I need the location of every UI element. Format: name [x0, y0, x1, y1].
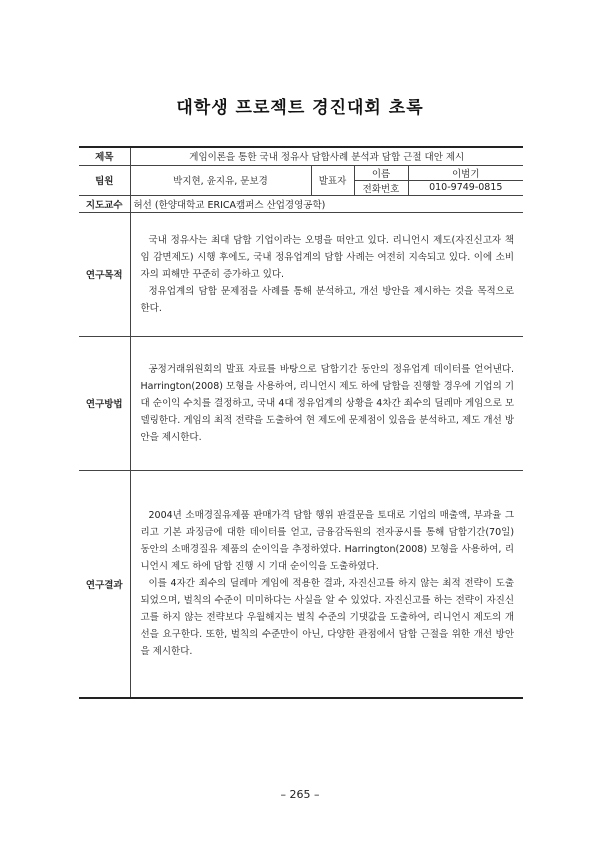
presenter-label: 발표자 — [311, 165, 354, 195]
page-number: – 265 – — [280, 788, 320, 801]
method-row — [79, 336, 523, 470]
purpose-label: 연구목적 — [79, 212, 130, 336]
purpose-cell — [130, 212, 523, 336]
phone-value: 010-9749-0815 — [408, 180, 523, 195]
advisor-value: 허선 (한양대학교 ERICA캠퍼스 산업경영공학) — [130, 195, 523, 212]
result-paragraph-1: 2004년 소매경질유제품 판매가격 담합 행위 판결문을 토대로 기업의 매출액, 부과율 그리고 기본 과징금에 대한 데이터를 얻고, 금융감독원의 전자공시를 통해 담합기간(70일) 동안의 소매경질유 제품의 순이익을 추정하였다. Harrington(2008) 모형을 사용하여, 리니언시 제도 하에 담합 진행 시 기대 순이익을 도출하였다. — [140, 510, 515, 573]
team-row — [79, 165, 523, 180]
subject-row — [79, 147, 523, 165]
purpose-paragraph-2: 정유업계의 담합 문제점을 사례를 통해 분석하고, 개선 방안을 제시하는 것을 목적으로 한다. — [140, 285, 515, 314]
subject-label: 제목 — [79, 147, 130, 165]
subject-value: 게임이론을 통한 국내 정유사 담합사례 분석과 담합 근절 대안 제시 — [130, 147, 523, 165]
purpose-paragraph-1: 국내 정유사는 최대 담합 기업이라는 오명을 떠안고 있다. 리니언시 제도(자진신고자 책임 감면제도) 시행 후에도, 국내 정유업계의 담합 사례는 여전히 지속되고 있다. 이에 소비자의 피해만 꾸준히 증가하고 있다. — [140, 234, 515, 280]
method-cell — [130, 336, 523, 470]
method-paragraph-1: 공정거래위원회의 발표 자료를 바탕으로 담합기간 동안의 정유업계 데이터를 얻어낸다. Harrington(2008) 모형을 사용하여, 리니언시 제도 하에 담합을 진행할 경우에 기업의 기대 순이익 수치를 결정하고, 국내 4대 정유업계의 상황을 4차간 죄수의 딜레마 게임으로 모델링한다. 게임의 최적 전략을 도출하여 현 제도에 문제점이 있음을 분석하고, 제도 개선 방안을 제시한다. — [140, 363, 515, 443]
purpose-row — [79, 212, 523, 336]
advisor-row — [79, 195, 523, 212]
advisor-label: 지도교수 — [79, 195, 130, 212]
result-row — [79, 470, 523, 698]
team-label: 팀원 — [79, 165, 130, 195]
result-label: 연구결과 — [79, 470, 130, 698]
method-label: 연구방법 — [79, 336, 130, 470]
page-title: 대학생 프로젝트 경진대회 초록 — [176, 98, 424, 118]
abstract-form-table — [79, 146, 523, 699]
result-paragraph-2: 이를 4자간 죄수의 딜레마 게임에 적용한 결과, 자진신고를 하지 않는 최적 전략이 도출되었으며, 벌칙의 수준이 미미하다는 사실을 알 수 있었다. 자진신고를 하는 전략이 자진신고를 하지 않는 전략보다 우월해지는 벌칙 수준의 기댓값을 도출하여, 리니언시 제도의 개선을 요구한다. 또한, 벌칙의 수준만이 아닌, 다양한 관점에서 담합 근절을 위한 개선 방안을 제시한다. — [140, 578, 515, 658]
name-label: 이름 — [354, 165, 408, 180]
team-value: 박지현, 윤지유, 문보경 — [130, 165, 311, 195]
phone-label: 전화번호 — [354, 180, 408, 195]
name-value: 이범기 — [408, 165, 523, 180]
result-cell — [130, 470, 523, 698]
